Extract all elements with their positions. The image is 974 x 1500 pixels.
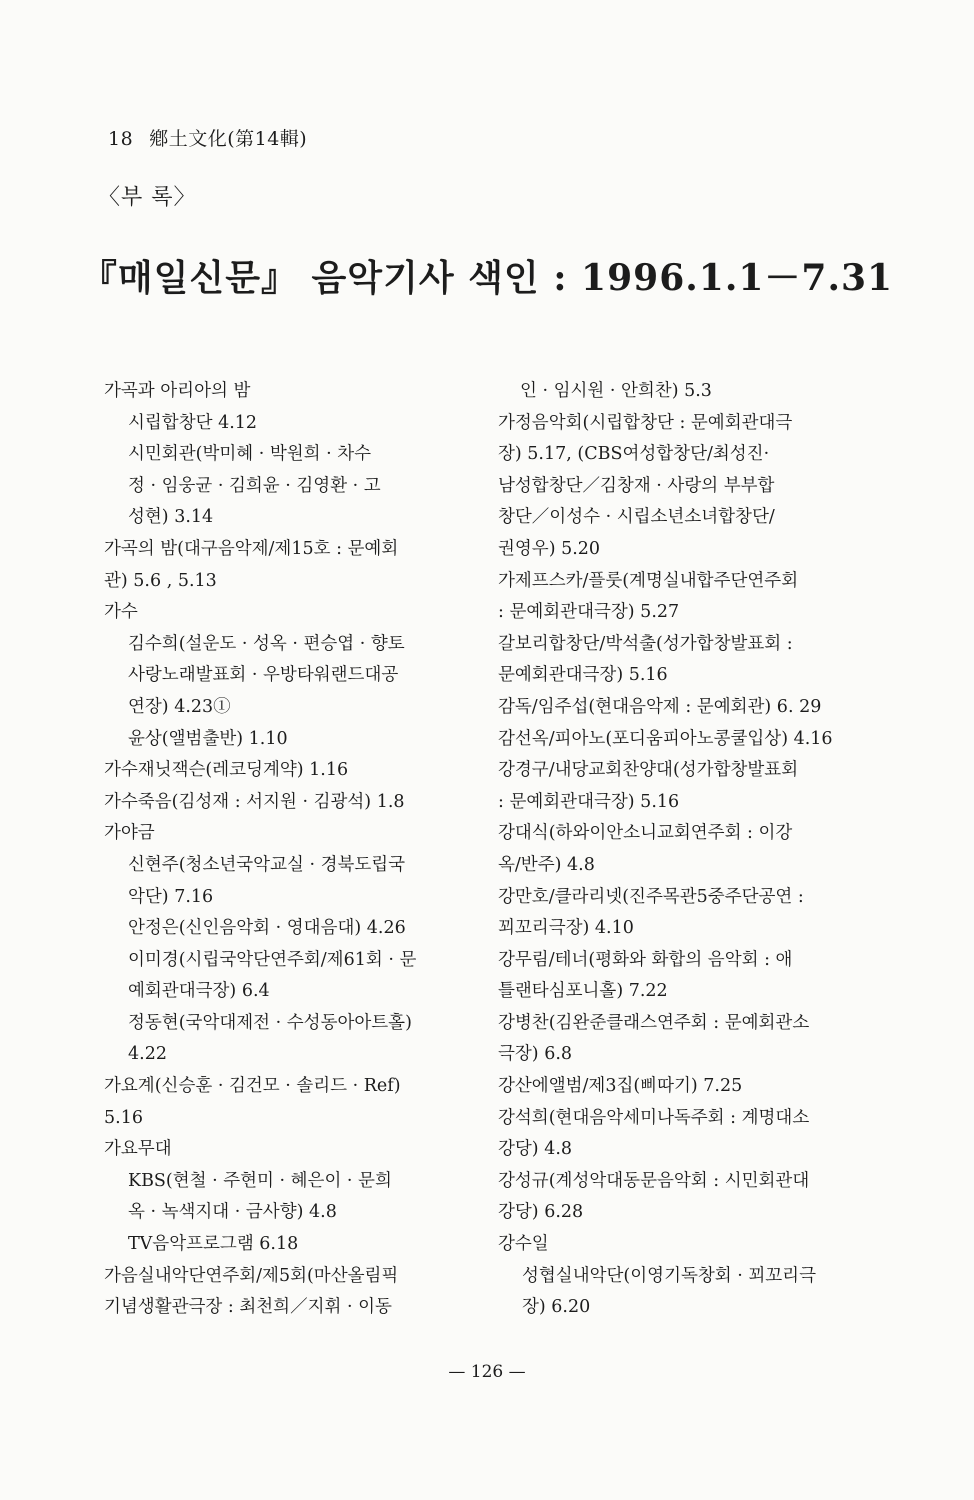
page-number: — 126 — [448, 1362, 526, 1382]
page-header-number: 18 [108, 128, 134, 150]
index-line: 남성합창단／김창재 · 사랑의 부부합 [498, 475, 775, 496]
index-entry [498, 1008, 872, 1071]
index-line: 정 · 임웅균 · 김희윤 · 김영환 · 고 [128, 475, 381, 496]
index-line: 강수일 [498, 1234, 549, 1255]
index-line: 관) 5.6 , 5.13 [104, 570, 217, 591]
index-entry [498, 1103, 872, 1166]
index-subentry [104, 1166, 476, 1229]
index-entry [498, 629, 872, 692]
index-line: 강산에앨범/제3집(삐따기) 7.25 [498, 1076, 743, 1097]
index-entry [104, 1261, 476, 1324]
index-line: 연장) 4.23① [128, 696, 231, 717]
index-line: 강당) 4.8 [498, 1139, 573, 1160]
journal-title: 鄕土文化(第14輯) [149, 128, 308, 150]
index-subentry [104, 1229, 476, 1261]
index-line: 강경구/내당교회찬양대(성가합창발표회 [498, 760, 799, 781]
index-line: 시립합창단 4.12 [128, 412, 258, 433]
index-subentry [104, 1008, 476, 1071]
index-line: 인 · 임시원 · 안희찬) 5.3 [520, 381, 712, 401]
index-line: KBS(현철 · 주현미 · 혜은이 · 문희 [128, 1170, 392, 1191]
index-line: 장) 6.20 [522, 1297, 591, 1318]
index-line: 가요계(신승훈 · 김건모 · 솔리드 · Ref) [104, 1076, 401, 1097]
index-line: 강병찬(김완준클래스연주회 : 문예회관소 [498, 1012, 810, 1033]
index-entry [498, 1071, 872, 1103]
index-left-column [104, 376, 476, 1324]
index-line: 신현주(청소년국악교실 · 경북도립국 [128, 854, 406, 875]
index-line: 사랑노래발표회 · 우방타워랜드대공 [128, 665, 399, 686]
index-subentry [104, 439, 476, 534]
index-line: 가수재닛잭슨(레코딩계약) 1.16 [104, 760, 349, 781]
index-line: 정동현(국악대제전 · 수성동아아트홀) [128, 1012, 412, 1033]
index-line: 가정음악회(시립합창단 : 문예회관대극 [498, 412, 793, 433]
index-line: 이미경(시립국악단연주회/제61회 · 문 [128, 949, 417, 970]
index-line: 강무림/테너(평화와 화합의 음악회 : 애 [498, 949, 793, 970]
index-line: 악단) 7.16 [128, 886, 214, 907]
index-line: 가수죽음(김성재 : 서지원 · 김광석) 1.8 [104, 791, 405, 812]
index-subentry [104, 913, 476, 945]
index-line: 극장) 6.8 [498, 1044, 573, 1065]
index-entry [498, 692, 872, 724]
index-entry [104, 787, 476, 819]
index-line: 강석희(현대음악세미나독주회 : 계명대소 [498, 1107, 810, 1128]
running-header [108, 124, 307, 151]
index-line: 강당) 6.28 [498, 1202, 584, 1223]
index-line: 옥 · 녹색지대 · 금사향) 4.8 [128, 1202, 337, 1223]
index-line: 가곡의 밤(대구음악제/제15호 : 문예회 [104, 538, 399, 559]
index-line: 4.22 [128, 1044, 167, 1065]
index-line: 김수희(설운도 · 성옥 · 편승엽 · 향토 [128, 633, 405, 654]
index-line: 윤상(앨범출반) 1.10 [128, 728, 288, 749]
index-entry [498, 818, 872, 881]
index-entry [498, 408, 872, 566]
index-entry [104, 1071, 476, 1134]
index-entry [104, 1134, 476, 1166]
index-line: TV음악프로그램 6.18 [128, 1234, 299, 1255]
index-line: 문예회관대극장) 5.16 [498, 665, 668, 686]
index-entry [498, 882, 872, 945]
index-line: 꾀꼬리극장) 4.10 [498, 918, 634, 939]
index-line: 갈보리합창단/박석출(성가합창발표회 : [498, 633, 793, 654]
index-line: 안정은(신인음악회 · 영대음대) 4.26 [128, 918, 406, 939]
index-line: 가수 [104, 602, 138, 623]
appendix-label: 〈부 록〉 [98, 185, 197, 210]
index-line: 5.16 [104, 1107, 143, 1128]
index-entry [498, 376, 872, 408]
index-line: 감선옥/피아노(포디움피아노콩쿨입상) 4.16 [498, 728, 833, 749]
index-entry [104, 755, 476, 787]
index-subentry [104, 408, 476, 440]
index-line: 강대식(하와이안소니교회연주회 : 이강 [498, 823, 793, 844]
index-entry [498, 724, 872, 756]
index-line: 가제프스카/플룻(계명실내합주단연주회 [498, 570, 799, 591]
page-title: 『매일신문』 음악기사 색인 : 1996.1.1－7.31 [80, 257, 894, 299]
index-entry [104, 376, 476, 408]
index-line: 옥/반주) 4.8 [498, 854, 595, 875]
index-entry [104, 818, 476, 850]
index-subentry [104, 945, 476, 1008]
index-right-column [498, 376, 872, 1324]
index-line: 창단／이성수 · 시립소년소녀합창단/ [498, 507, 775, 528]
index-line: : 문예회관대극장) 5.16 [498, 791, 680, 812]
index-line: 장) 5.17, (CBS여성합창단/최성진· [498, 444, 770, 465]
index-line: 강성규(계성악대동문음악회 : 시민회관대 [498, 1170, 810, 1191]
index-entry [498, 566, 872, 629]
index-subentry [104, 724, 476, 756]
index-line: 기념생활관극장 : 최천희／지휘 · 이동 [104, 1297, 392, 1318]
index-line: 가음실내악단연주회/제5회(마산올림픽 [104, 1265, 399, 1286]
index-entry [498, 1229, 872, 1261]
index-entry [104, 597, 476, 629]
index-line: 가요무대 [104, 1139, 172, 1160]
index-entry [498, 755, 872, 818]
index-line: : 문예회관대극장) 5.27 [498, 602, 680, 623]
index-line: 예회관대극장) 6.4 [128, 981, 270, 1002]
index-entry [104, 534, 476, 597]
index-line: 성협실내악단(이영기독창회 · 꾀꼬리극 [522, 1265, 816, 1286]
index-entry [498, 1166, 872, 1229]
index-subentry [104, 850, 476, 913]
index-line: 가곡과 아리아의 밤 [104, 381, 251, 401]
index-line: 시민회관(박미혜 · 박원희 · 차수 [128, 444, 372, 465]
index-line: 성현) 3.14 [128, 507, 214, 528]
index-line: 가야금 [104, 823, 155, 844]
index-line: 권영우) 5.20 [498, 538, 601, 559]
index-line: 감독/임주섭(현대음악제 : 문예회관) 6. 29 [498, 696, 822, 717]
index-subentry [104, 629, 476, 724]
index-entry [498, 945, 872, 1008]
index-line: 틀랜타심포니홀) 7.22 [498, 981, 668, 1002]
index-subentry [498, 1261, 872, 1324]
index-line: 강만호/클라리넷(진주목관5중주단공연 : [498, 886, 804, 907]
